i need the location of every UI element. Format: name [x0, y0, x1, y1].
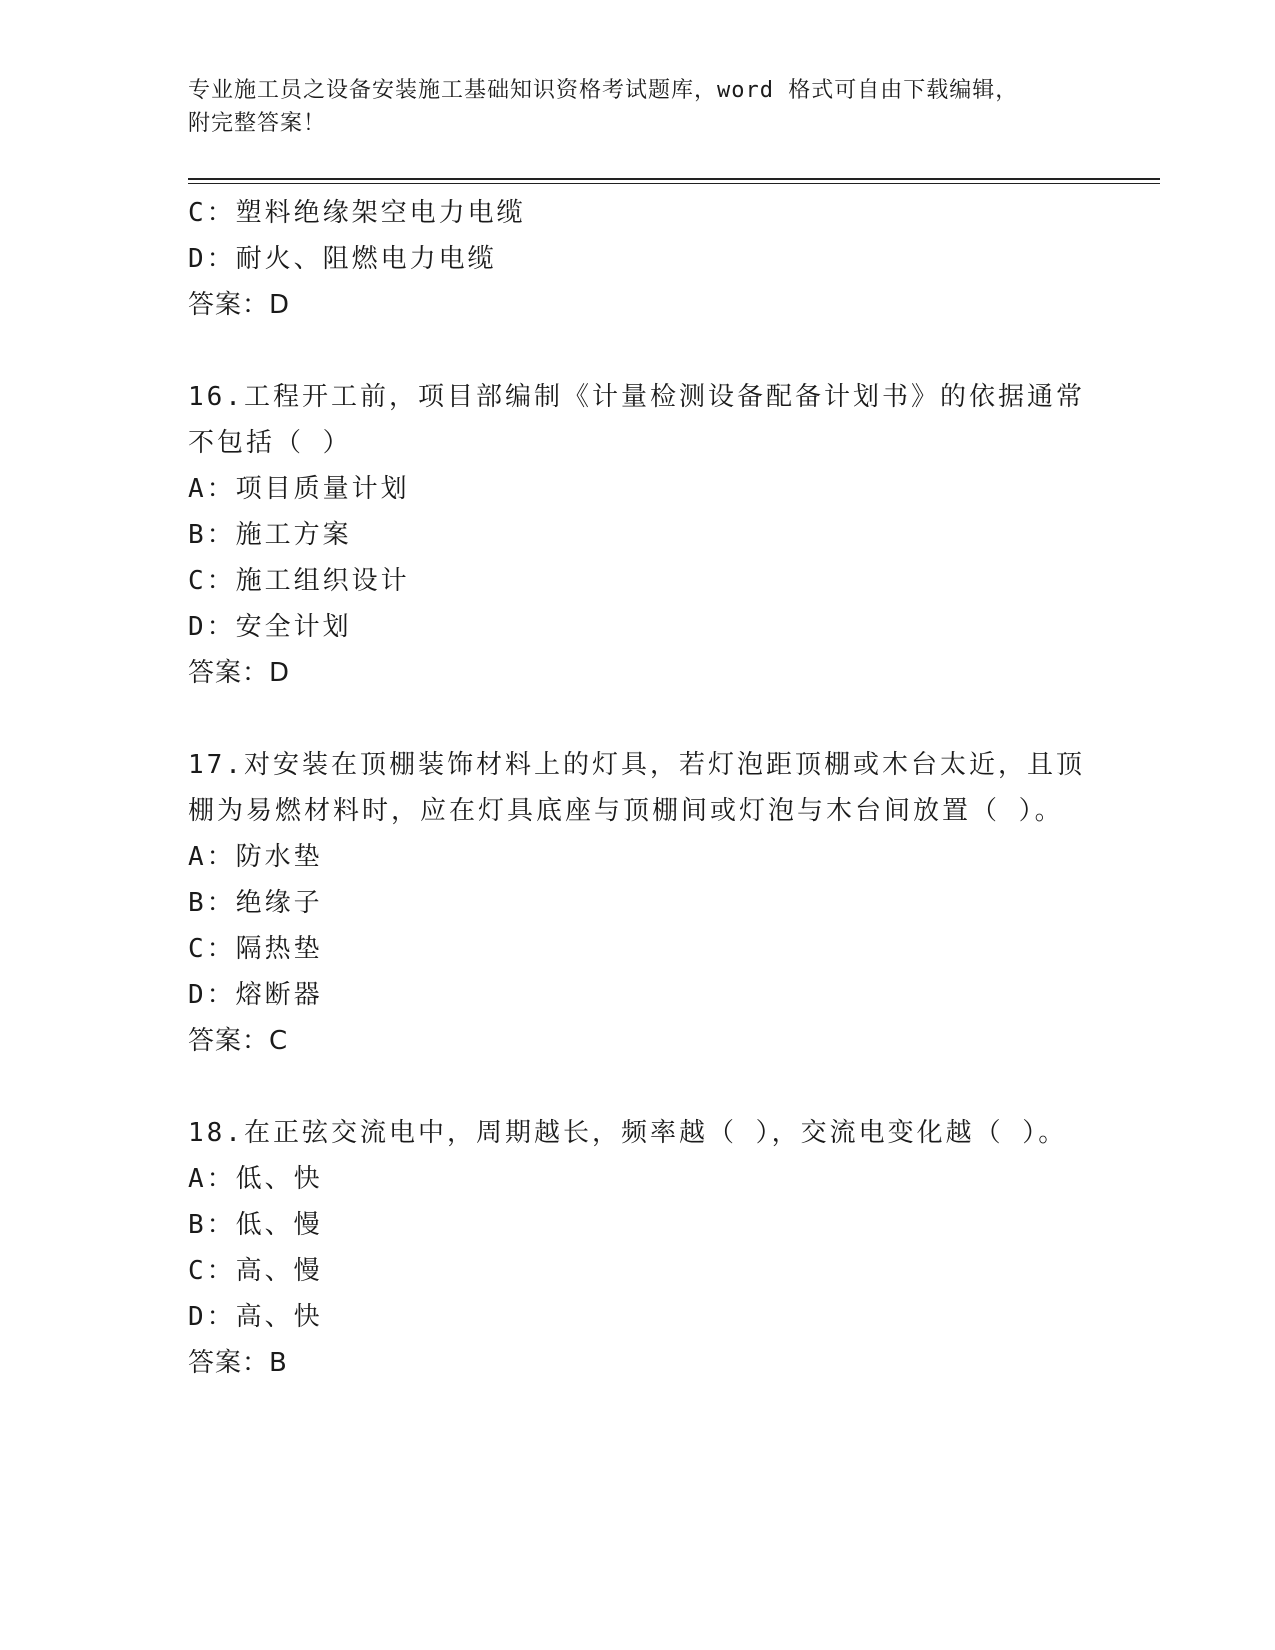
answer-line: 答案：B [188, 1348, 288, 1378]
option-line [188, 604, 1088, 650]
option-line [188, 512, 1088, 558]
option-label: C： [188, 566, 236, 596]
option-text: 低、慢 [235, 1210, 323, 1240]
option-line [188, 1294, 1088, 1340]
option-text: 耐火、阻燃电力电缆 [235, 244, 497, 274]
option-label: D： [188, 1302, 236, 1332]
option-line [188, 834, 1088, 880]
option-text: 施工组织设计 [235, 566, 410, 596]
header-divider-thick [188, 178, 1160, 180]
option-line [188, 880, 1088, 926]
question-17 [188, 742, 1088, 1064]
question-stem-line: 18.在正弦交流电中，周期越长，频率越（ ），交流电变化越（ ）。 [188, 1118, 1068, 1148]
question-content [188, 190, 1088, 1386]
option-label: B： [188, 1210, 236, 1240]
option-text: 施工方案 [235, 520, 352, 550]
option-text: 塑料绝缘架空电力电缆 [235, 198, 526, 228]
spacer [188, 1064, 1088, 1110]
option-label: B： [188, 520, 236, 550]
question-18 [188, 1110, 1088, 1386]
question-stem-line: 16.工程开工前，项目部编制《计量检测设备配备计划书》的依据通常 [188, 382, 1085, 412]
option-line [188, 466, 1088, 512]
document-header [188, 74, 1068, 140]
option-line [188, 1156, 1088, 1202]
option-label: D： [188, 980, 236, 1010]
option-label: C： [188, 1256, 236, 1286]
carryover-block [188, 190, 1088, 328]
option-line [188, 926, 1088, 972]
option-text: 隔热垫 [235, 934, 323, 964]
spacer [188, 328, 1088, 374]
option-label: C： [188, 198, 236, 228]
question-stem-line: 17.对安装在顶棚装饰材料上的灯具，若灯泡距顶棚或木台太近，且顶 [188, 750, 1085, 780]
option-label: C： [188, 934, 236, 964]
option-line [188, 190, 1088, 236]
answer-line: 答案：D [188, 290, 291, 320]
option-label: A： [188, 842, 236, 872]
question-stem-line: 棚为易燃材料时，应在灯具底座与顶棚间或灯泡与木台间放置（ ）。 [188, 796, 1064, 826]
option-text: 防水垫 [235, 842, 323, 872]
option-text: 绝缘子 [235, 888, 323, 918]
question-16 [188, 374, 1088, 696]
option-line [188, 1248, 1088, 1294]
header-divider-thin [188, 183, 1160, 184]
option-label: A： [188, 1164, 236, 1194]
answer-line: 答案：C [188, 1026, 289, 1056]
spacer [188, 696, 1088, 742]
answer-line: 答案：D [188, 658, 291, 688]
option-text: 低、快 [235, 1164, 323, 1194]
option-text: 项目质量计划 [235, 474, 410, 504]
option-line [188, 236, 1088, 282]
header-line-1: 专业施工员之设备安装施工基础知识资格考试题库，word 格式可自由下载编辑， [188, 78, 1019, 103]
option-text: 高、快 [235, 1302, 323, 1332]
option-text: 熔断器 [235, 980, 323, 1010]
option-text: 安全计划 [235, 612, 352, 642]
option-label: B： [188, 888, 236, 918]
option-line [188, 972, 1088, 1018]
option-line [188, 558, 1088, 604]
header-line-2: 附完整答案！ [188, 111, 327, 136]
option-label: A： [188, 474, 236, 504]
option-label: D： [188, 244, 236, 274]
question-stem-line: 不包括（ ） [188, 428, 352, 458]
option-text: 高、慢 [235, 1256, 323, 1286]
option-line [188, 1202, 1088, 1248]
option-label: D： [188, 612, 236, 642]
